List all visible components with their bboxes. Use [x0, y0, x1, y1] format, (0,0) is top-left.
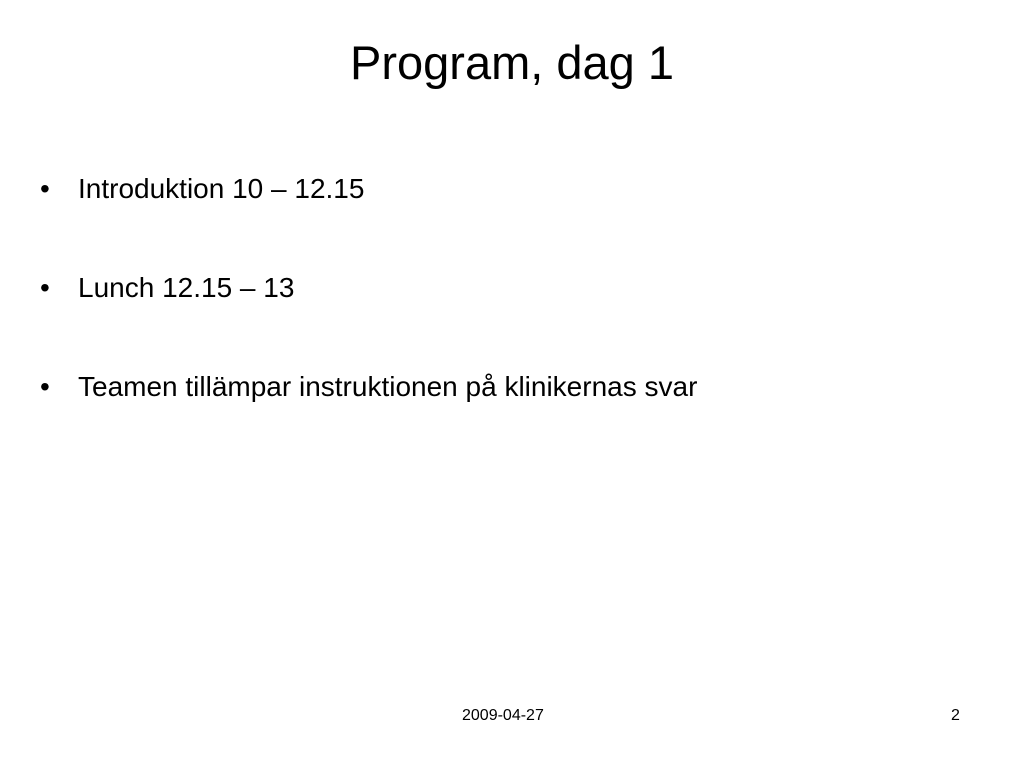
- bullet-list: [40, 166, 980, 463]
- bullet-item: [40, 364, 980, 410]
- bullet-text: Introduktion 10 – 12.15: [78, 173, 365, 204]
- slide-title: Program, dag 1: [350, 36, 674, 89]
- bullet-marker: •: [40, 371, 50, 402]
- bullet-text: Teamen tillämpar instruktionen på klinikernas svar: [78, 371, 698, 402]
- bullet-text: Lunch 12.15 – 13: [78, 272, 295, 303]
- bullet-item: [40, 166, 980, 212]
- bullet-item: [40, 265, 980, 311]
- footer-page-number: 2: [951, 707, 960, 724]
- bullet-marker: •: [40, 173, 50, 204]
- bullet-marker: •: [40, 272, 50, 303]
- footer-date: 2009-04-27: [462, 707, 544, 724]
